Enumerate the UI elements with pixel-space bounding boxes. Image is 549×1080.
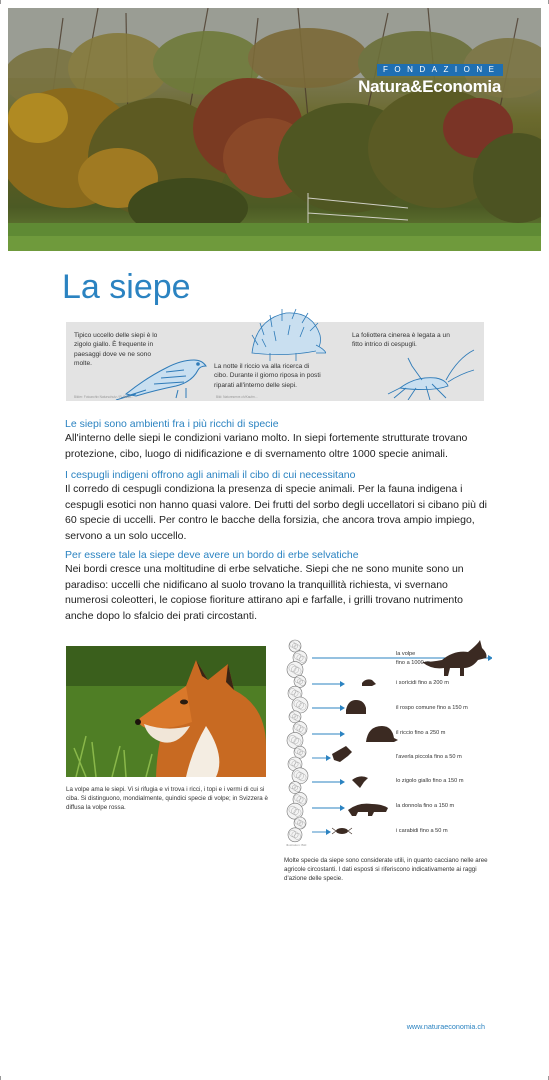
hedge-illustration [8,8,541,251]
hedgehog-text: La notte il riccio va alla ricerca di cibo. Durante il giorno riposa in posti riparati all'interno delle siepi. [214,363,321,389]
hedge-shrub [294,675,306,687]
hedgehog-illustration [246,305,326,365]
brand-logo [341,64,501,97]
range-arrow-head [340,681,345,687]
section-heading: I cespugli indigeni offrono agli animali il cibo di cui necessitano [65,469,356,481]
hedge-shrub [289,711,301,723]
range-label-weasel: la donnola fino a 150 m [396,803,455,809]
range-label-beetle: i carabidi fino a 50 m [396,828,448,834]
diagram-caption: Molte specie da siepe sono considerate utili, in quanto cacciano nelle aree agricole circostanti. I dati esposti si riferiscono indicativamente ai raggi d'azione delle specie. [284,857,488,882]
weasel-icon [348,804,388,816]
hedge-shrub [288,828,302,842]
hedge-shrub [294,817,306,829]
range-arrow-head [340,805,345,811]
toad-icon [346,700,366,714]
page-title: La siepe [62,268,191,306]
hedge-shrub [294,746,306,758]
shrike-icon [332,746,352,762]
range-label-fox-distance: fino a 1000 m [396,660,430,666]
crop-mark [0,0,1,4]
range-label-fox: la volpe [396,651,416,657]
range-label-shrike: l'averla piccola fino a 50 m [396,754,462,760]
diagram-credit: Illustration: Bild [286,843,307,847]
strip-credit-middle: Bild: Natureserve.ch/Kaufm... [216,395,258,399]
hedge-shrub [289,782,301,794]
range-arrow-head [340,731,345,737]
range-arrow-head [340,705,345,711]
fox-caption: La volpe ama le siepi. Vi si rifugia e vi trova i ricci, i topi e i vermi di cui si ciba. Si distinguono, mondialmente, quindici specie di volpe; in Svizzera è diffusa la volpe rossa. [66,786,268,811]
hedge-column [287,640,308,842]
strip-credit-left: Bilder: Fotoarchiv Naturschutz / R. Bedli... [74,395,134,399]
hedge-shrub [289,640,301,652]
range-arrow-head [326,829,331,835]
range-label-bunting: lo zigolo giallo fino a 150 m [396,778,464,784]
bunting-illustration [106,338,211,400]
website-link[interactable]: www.naturaeconomia.ch [406,1022,485,1031]
section-body: Nei bordi cresce una moltitudine di erbe selvatiche. Siepi che ne sono munite sono un paradiso: uccelli che nidificano al suolo trovano la tranquillità richiesta, vi svernano numerosi coleotteri, le copiose fioriture attirano api e farfalle, i grilli trovano nutrimento anche dopo lo sfalcio dei prati circostanti. [65,563,464,622]
range-diagram-graphic [282,638,492,848]
range-diagram [282,638,492,848]
range-label-toad: il rospo comune fino a 150 m [396,705,468,711]
section-body: Il corredo di cespugli condiziona la presenza di specie animali. Per la fauna indigena i cespugli esotici non hanno quasi valore. Dei frutti del sorbo degli uccellatori si cibano più di 60 specie di uccelli. Per contro le bacche della forsizia, che ancora trova ampio impiego, servono a un solo uccello. [65,483,487,542]
shrew-icon [362,679,376,686]
beetle-icon [332,828,352,834]
species-strip [66,322,484,401]
section-body: All'interno delle siepi le condizioni variano molto. In siepi fortemente strutturate trovano protezione, cibo, luogo di nidificazione e di svernamento oltre 1000 specie animali. [65,432,468,460]
range-arrow-head [326,755,331,761]
brand-name: Natura&Economia [358,77,501,96]
section-heading: Per essere tale la siepe deve avere un bordo di erbe selvatiche [65,549,359,561]
hedgehog-icon [366,726,398,742]
cricket-text: La foliottera cinerea è legata a un fitto intrico di cespugli. [352,332,450,349]
range-label-hedgehog: il riccio fino a 250 m [396,730,446,736]
section-heading: Le siepi sono ambienti fra i più ricchi di specie [65,418,279,430]
range-arrow-head [488,655,492,661]
brand-foundation-label: FONDAZIONE [377,64,503,76]
bunting-text: Tipico uccello delle siepi è lo zigolo giallo. È frequente in paesaggi dove ve ne sono molte. [74,332,158,368]
cricket-illustration [386,348,476,400]
bunting-icon [352,776,368,788]
fox-image [66,646,266,777]
range-label-shrew: i sorìcidi fino a 200 m [396,680,449,686]
range-arrow-head [340,779,345,785]
hedge-photo [8,8,541,251]
fox-photo [66,646,266,777]
crop-mark [0,1076,1,1080]
